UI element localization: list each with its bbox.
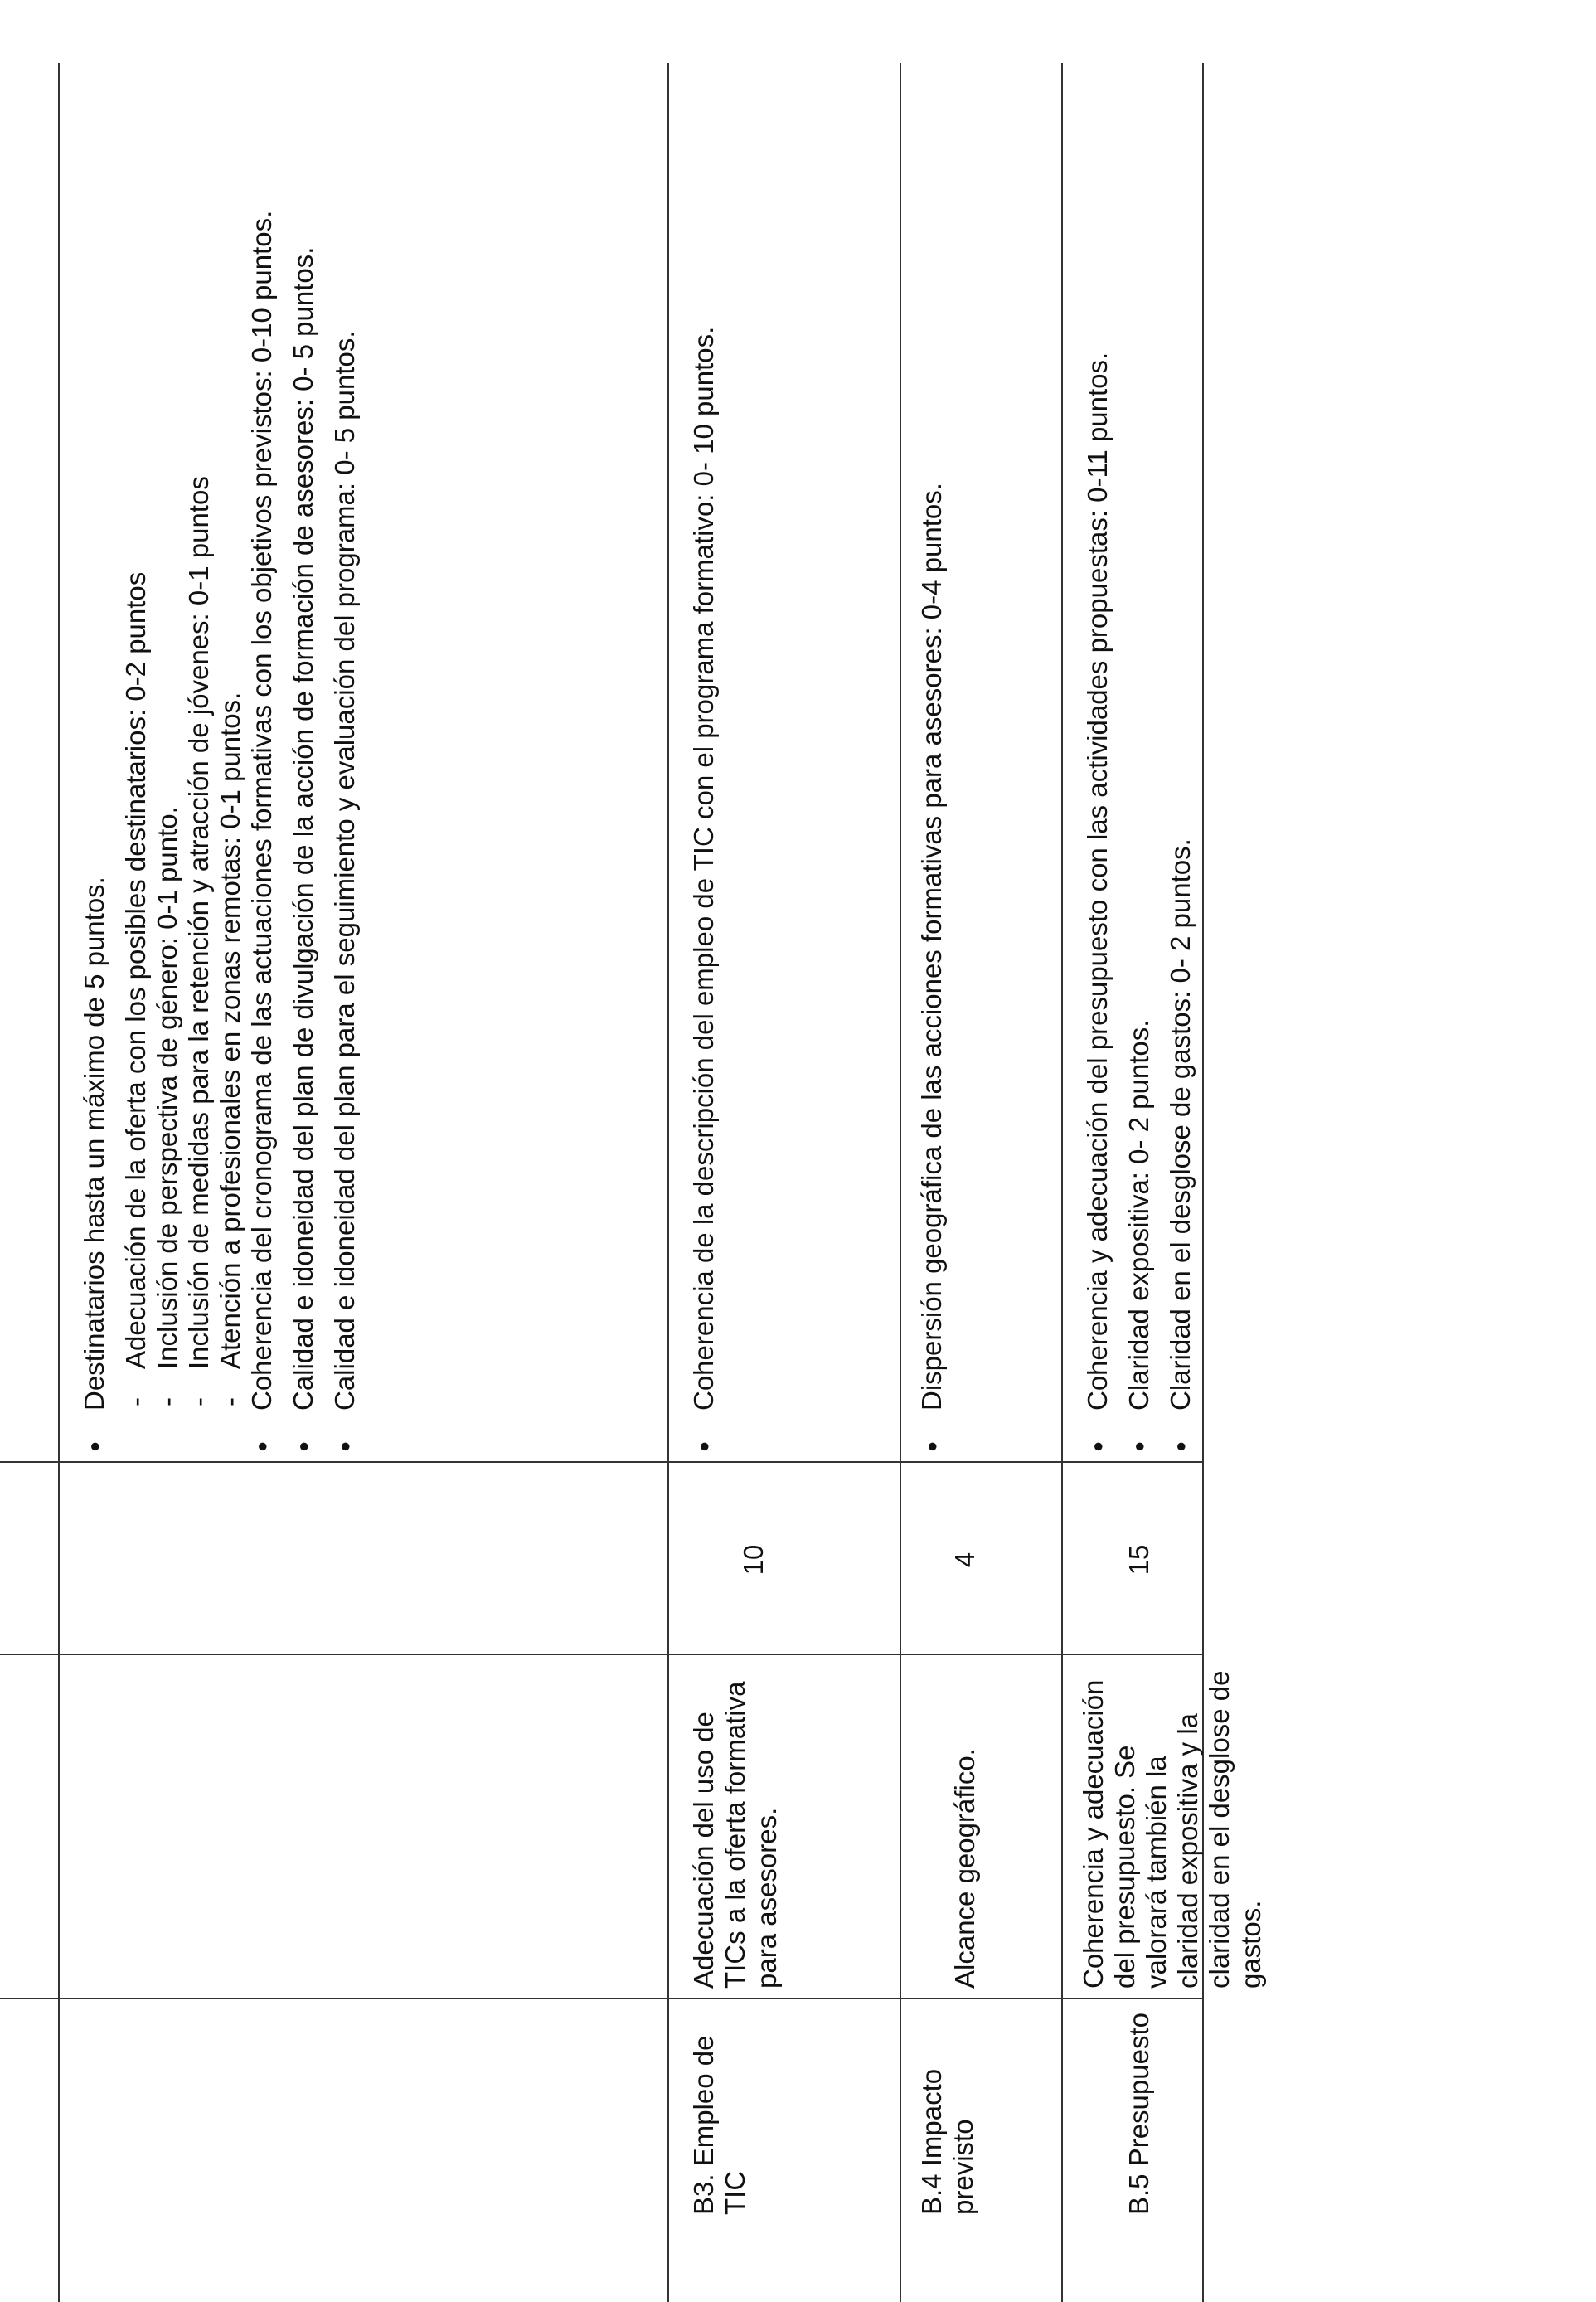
row-2-description: Alcance geográfico.	[949, 1748, 980, 1989]
col-divider	[0, 1998, 1202, 1999]
list-item: ● Claridad expositiva: 0- 2 puntos.	[1123, 84, 1155, 1452]
row-2-points: 4	[949, 1552, 980, 1568]
list-item: ● Coherencia del cronograma de las actuaciones formativas con los objetivos previstos: 0-10 puntos.	[246, 84, 278, 1452]
list-item: ● Calidad e idoneidad del plan para el seguimiento y evaluación del programa: 0- 5 puntos.	[329, 84, 361, 1452]
col-divider	[0, 1654, 1202, 1655]
list-item: ● Dispersión geográfica de las acciones formativas para asesores: 0-4 puntos.	[916, 84, 948, 1452]
row-1-list	[688, 84, 720, 1452]
row-3-points: 15	[1123, 1544, 1154, 1576]
sub-item: - Inclusión de medidas para la retención y atracción de jóvenes: 0-1 puntos	[183, 84, 215, 1452]
list-item: ● Destinatarios hasta un máximo de 5 puntos.	[79, 84, 110, 1452]
row-divider	[900, 63, 901, 2302]
row-3-description: Coherencia y adecuación del presupuesto. Se valorará también la claridad expositiva y la claridad en el desglose de gastos.	[1078, 1670, 1266, 1989]
row-divider	[1061, 63, 1063, 2302]
row-1-description: Adecuación del uso de TICs a la oferta formativa para asesores.	[688, 1681, 782, 1989]
list-item: ● Coherencia y adecuación del presupuesto con las actividades propuestas: 0-11 puntos.	[1082, 84, 1113, 1452]
list-item: ● Claridad en el desglose de gastos: 0- 2 puntos.	[1165, 84, 1196, 1452]
row-0-items	[79, 84, 371, 1452]
table-border-top	[58, 63, 60, 2302]
row-2-criterion: B.4 Impacto previsto	[916, 2068, 978, 2215]
row-1-points: 10	[738, 1544, 769, 1576]
list-item: ● Calidad e idoneidad del plan de divulgación de la acción de formación de asesores: 0- 5 puntos.	[288, 84, 319, 1452]
row-1-criterion: B3. Empleo de TIC	[688, 2035, 750, 2215]
row-0-list	[79, 84, 361, 1452]
col-divider	[0, 1461, 1202, 1463]
list-item: ● Coherencia de la descripción del empleo de TIC con el programa formativo: 0- 10 puntos.	[688, 84, 720, 1452]
row-2-items	[916, 84, 958, 1452]
row-1-items	[688, 84, 730, 1452]
sub-item: - Adecuación de la oferta con los posibles destinatarios: 0-2 puntos	[120, 84, 152, 1452]
sub-item: - Inclusión de perspectiva de género: 0-1 punto.	[152, 84, 183, 1452]
row-divider	[667, 63, 669, 2302]
row-2-list	[916, 84, 948, 1452]
row-3-items	[1082, 84, 1206, 1452]
row-3-list	[1082, 84, 1196, 1452]
sub-item: - Atención a profesionales en zonas remotas: 0-1 puntos.	[215, 84, 246, 1452]
row-3-criterion: B.5 Presupuesto	[1123, 2013, 1154, 2215]
